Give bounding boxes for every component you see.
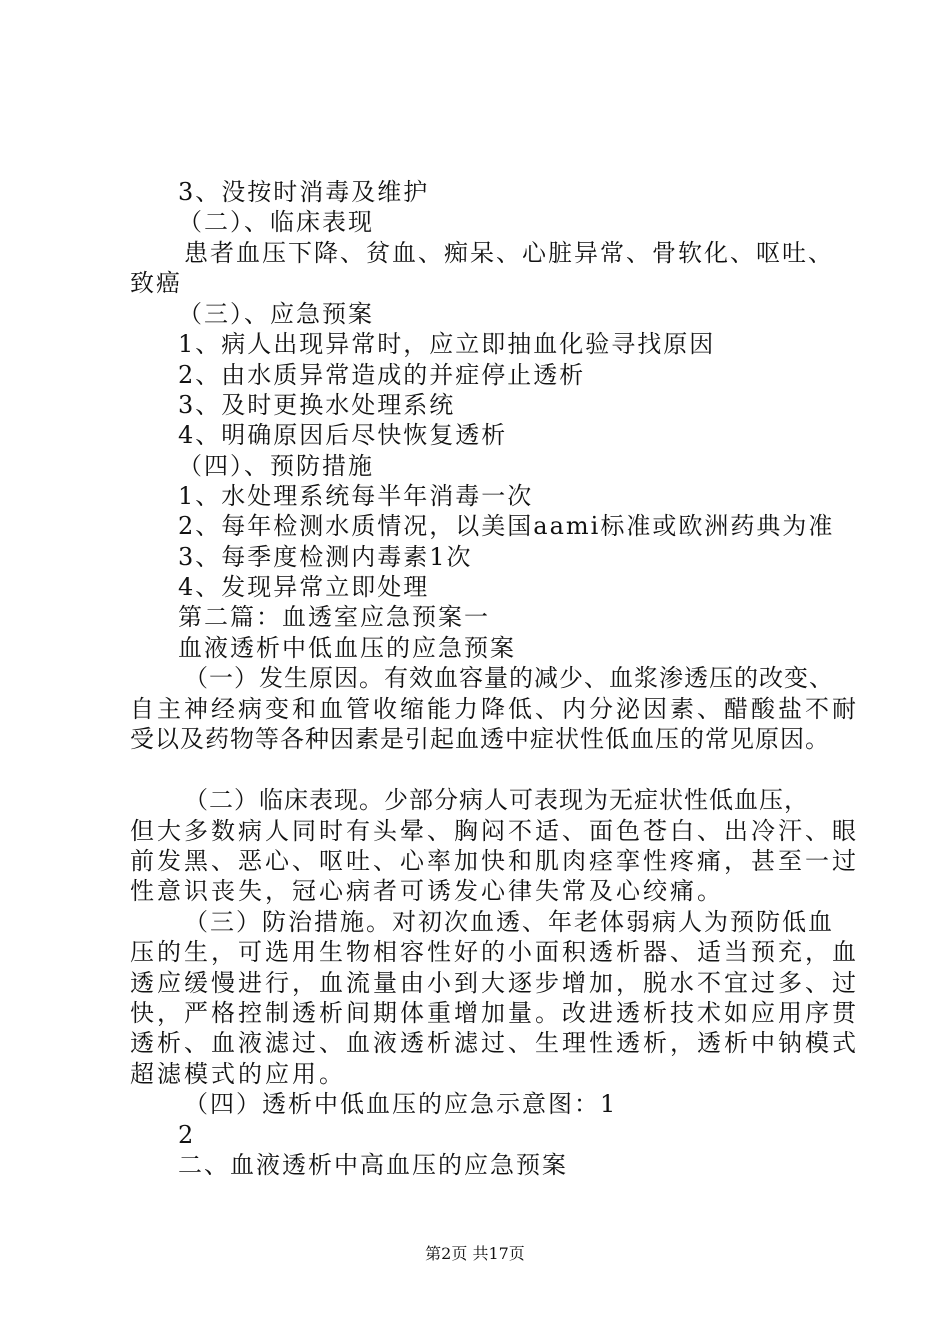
section-heading: （四）透析中低血压的应急示意图：1	[184, 1090, 618, 1118]
paragraph-line: 压的生，可选用生物相容性好的小面积透析器、适当预充，血	[130, 938, 859, 966]
text-line: 2	[178, 1121, 196, 1149]
page-footer: 第2页 共17页	[425, 1244, 525, 1263]
list-item: 1、水处理系统每半年消毒一次	[178, 482, 534, 510]
paragraph-line: 性意识丧失，冠心病者可诱发心律失常及心绞痛。	[130, 877, 724, 905]
chapter-title: 第二篇：血透室应急预案一	[178, 603, 490, 631]
section-heading: （四）、预防措施	[178, 452, 374, 480]
list-item: 4、明确原因后尽快恢复透析	[178, 421, 508, 449]
list-item: 2、由水质异常造成的并症停止透析	[178, 361, 586, 389]
section-heading: （三）、应急预案	[178, 300, 374, 328]
paragraph-line: 透应缓慢进行，血流量由小到大逐步增加，脱水不宜过多、过	[130, 969, 859, 997]
list-item: 4、发现异常立即处理	[178, 573, 430, 601]
paragraph-line: 前发黑、恶心、呕吐、心率加快和肌肉痉挛性疼痛，甚至一过	[130, 847, 859, 875]
paragraph-line: （三）防治措施。对初次血透、年老体弱病人为预防低血	[184, 908, 834, 936]
paragraph-line: 快，严格控制透析间期体重增加量。改进透析技术如应用序贯	[130, 999, 859, 1027]
text-line: 3、没按时消毒及维护	[178, 178, 430, 206]
list-item: 3、每季度检测内毒素1次	[178, 543, 473, 571]
heading: 血液透析中低血压的应急预案	[178, 634, 516, 662]
text-line: 患者血压下降、贫血、痴呆、心脏异常、骨软化、呕吐、	[184, 239, 834, 267]
heading: 二、血液透析中高血压的应急预案	[178, 1151, 568, 1179]
list-item: 1、病人出现异常时，应立即抽血化验寻找原因	[178, 330, 716, 358]
list-item: 3、及时更换水处理系统	[178, 391, 456, 419]
paragraph-line: 受以及药物等各种因素是引起血透中症状性低血压的常见原因。	[130, 725, 830, 753]
paragraph-line: 但大多数病人同时有头晕、胸闷不适、面色苍白、出冷汗、眼	[130, 817, 859, 845]
paragraph-line: 超滤模式的应用。	[130, 1060, 346, 1088]
section-heading: （二）、临床表现	[178, 208, 374, 236]
list-item: 2、每年检测水质情况，以美国aami标准或欧洲药典为准	[178, 512, 835, 540]
paragraph-line: （一）发生原因。有效血容量的减少、血浆渗透压的改变、	[184, 664, 834, 692]
paragraph-line: 透析、血液滤过、血液透析滤过、生理性透析，透析中钠模式	[130, 1029, 859, 1057]
text-line: 致癌	[130, 269, 182, 297]
paragraph-line: 自主神经病变和血管收缩能力降低、内分泌因素、醋酸盐不耐	[130, 695, 859, 723]
paragraph-line: （二）临床表现。少部分病人可表现为无症状性低血压，	[184, 786, 809, 814]
